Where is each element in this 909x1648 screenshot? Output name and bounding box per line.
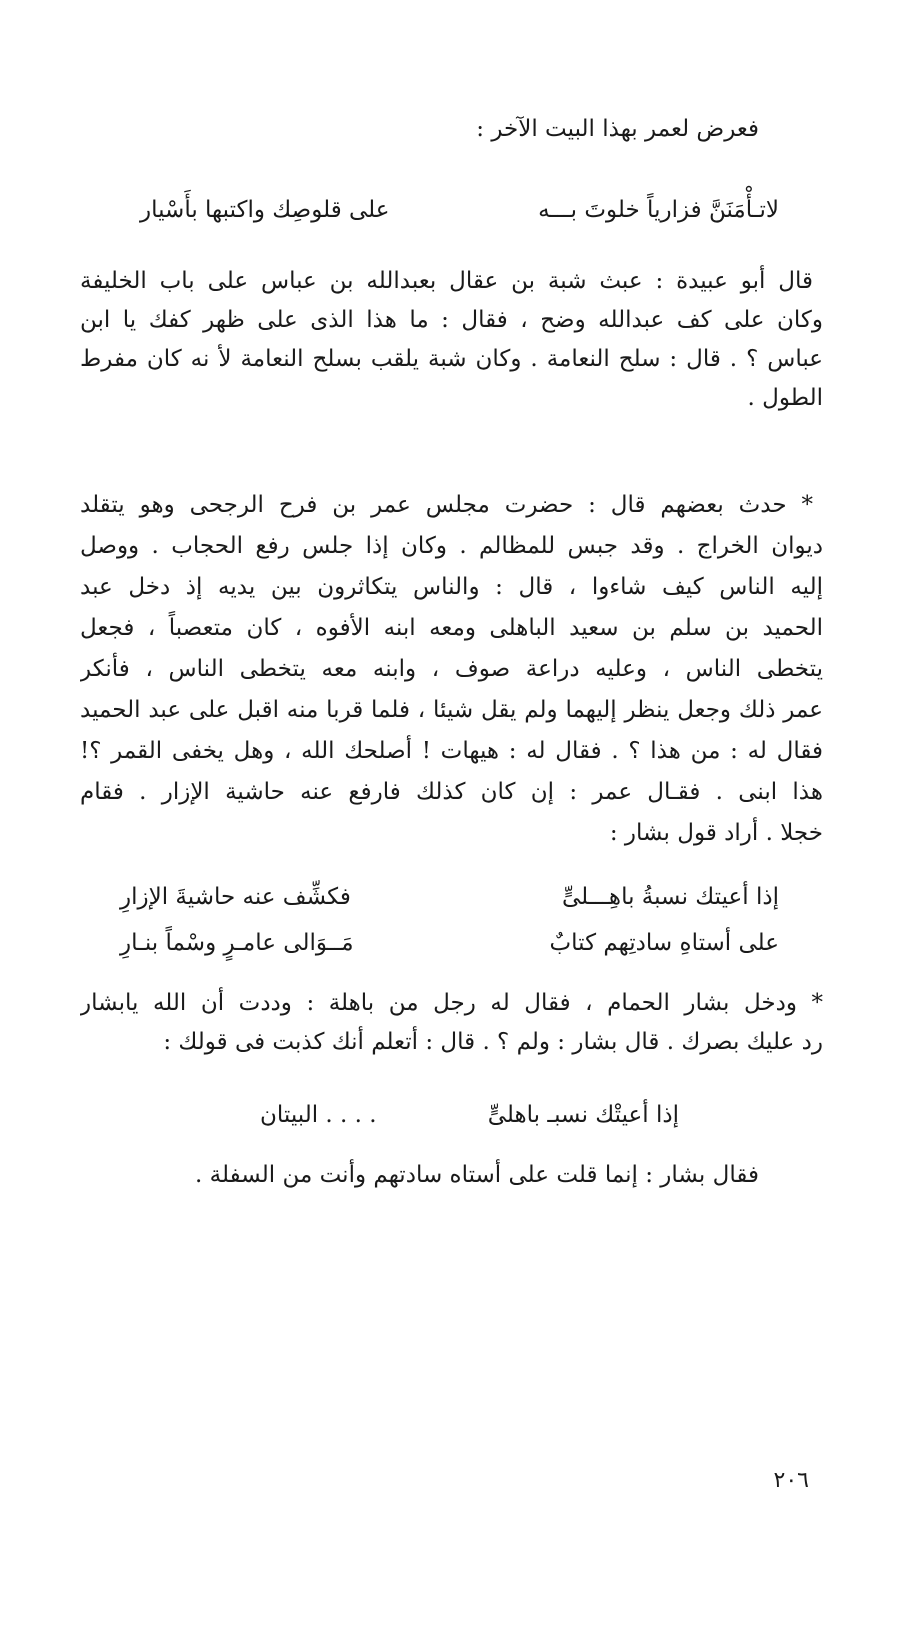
paragraph2-line-8: هذا ابنى . فقـال عمر : إن كان كذلك فارفع عنه حاشية الإزار . فقام bbox=[80, 779, 823, 805]
closing-line: فقال بشار : إنما قلت على أستاه سادتهم وأنت من السفلة . bbox=[195, 1162, 759, 1188]
page-number: ٢٠٦ bbox=[773, 1468, 809, 1493]
verse2-line2-second-hemistich: مَــوَالى عامـرٍ وسْماً بنـارِ bbox=[120, 930, 354, 956]
verse3-second-hemistich: . . . . البيتان bbox=[260, 1102, 377, 1128]
verse1-first-hemistich: لاتـأْمَنَنَّ فزارياً خلوتَ بـــه bbox=[538, 197, 779, 223]
verse1-second-hemistich: على قلوصِك واكتبها بأَسْيار bbox=[140, 197, 390, 223]
paragraph1-line-4: الطول . bbox=[747, 385, 823, 411]
verse2-line2-first-hemistich: على أستاهِ سادتِهم كتابٌ bbox=[549, 930, 779, 956]
paragraph2-line-5: يتخطى الناس ، وعليه دراعة صوف ، وابنه معه يتخطى الناس ، فأنكر bbox=[80, 656, 823, 682]
paragraph1-line-3: عباس ؟ . قال : سلح النعامة . وكان شبة يلقب بسلح النعامة لأ نه كان مفرط bbox=[80, 346, 823, 372]
paragraph1-line-1: قال أبو عبيدة : عبث شبة بن عقال بعبدالله بن عباس على باب الخليفة bbox=[80, 268, 813, 294]
paragraph3-line-2: رد عليك بصرك . قال بشار : ولم ؟ . قال : أتعلم أنك كذبت فى قولك : bbox=[163, 1029, 823, 1055]
paragraph3-line-1: * ودخل بشار الحمام ، فقال له رجل من باهلة : وددت أن الله يابشار bbox=[80, 990, 823, 1016]
intro-line: فعرض لعمر بهذا البيت الآخر : bbox=[476, 116, 759, 142]
verse2-line1-first-hemistich: إذا أعيتك نسبةُ باهِـــلىٍّ bbox=[561, 884, 779, 910]
verse3-first-hemistich: إذا أعيتْك نسبـ باهلىٍّ bbox=[487, 1102, 679, 1128]
paragraph2-line-9: خجلا . أراد قول بشار : bbox=[609, 820, 823, 846]
paragraph2-line-4: الحميد بن سلم بن سعيد الباهلى ومعه ابنه الأفوه ، كان متعصباً ، فجعل bbox=[80, 615, 823, 641]
paragraph2-line-3: إليه الناس كيف شاءوا ، قال : والناس يتكاثرون بين يديه إذ دخل عبد bbox=[80, 574, 823, 600]
verse2-line1-second-hemistich: فكشِّف عنه حاشيةَ الإزارِ bbox=[120, 884, 351, 910]
paragraph2-line-1: * حدث بعضهم قال : حضرت مجلس عمر بن فرح الرجحى وهو يتقلد bbox=[80, 492, 813, 518]
paragraph2-line-6: عمر ذلك وجعل ينظر إليهما ولم يقل شيئا ، فلما قربا منه اقبل على عبد الحميد bbox=[80, 697, 823, 723]
paragraph1-line-2: وكان على كف عبدالله وضح ، فقال : ما هذا الذى على ظهر كفك يا ابن bbox=[80, 307, 823, 333]
paragraph2-line-2: ديوان الخراج . وقد جبس للمظالم . وكان إذا جلس رفع الحجاب . ووصل bbox=[80, 533, 823, 559]
paragraph2-line-7: فقال له : من هذا ؟ . فقال له : هيهات ! أصلحك الله ، وهل يخفى القمر ؟! bbox=[80, 738, 823, 764]
